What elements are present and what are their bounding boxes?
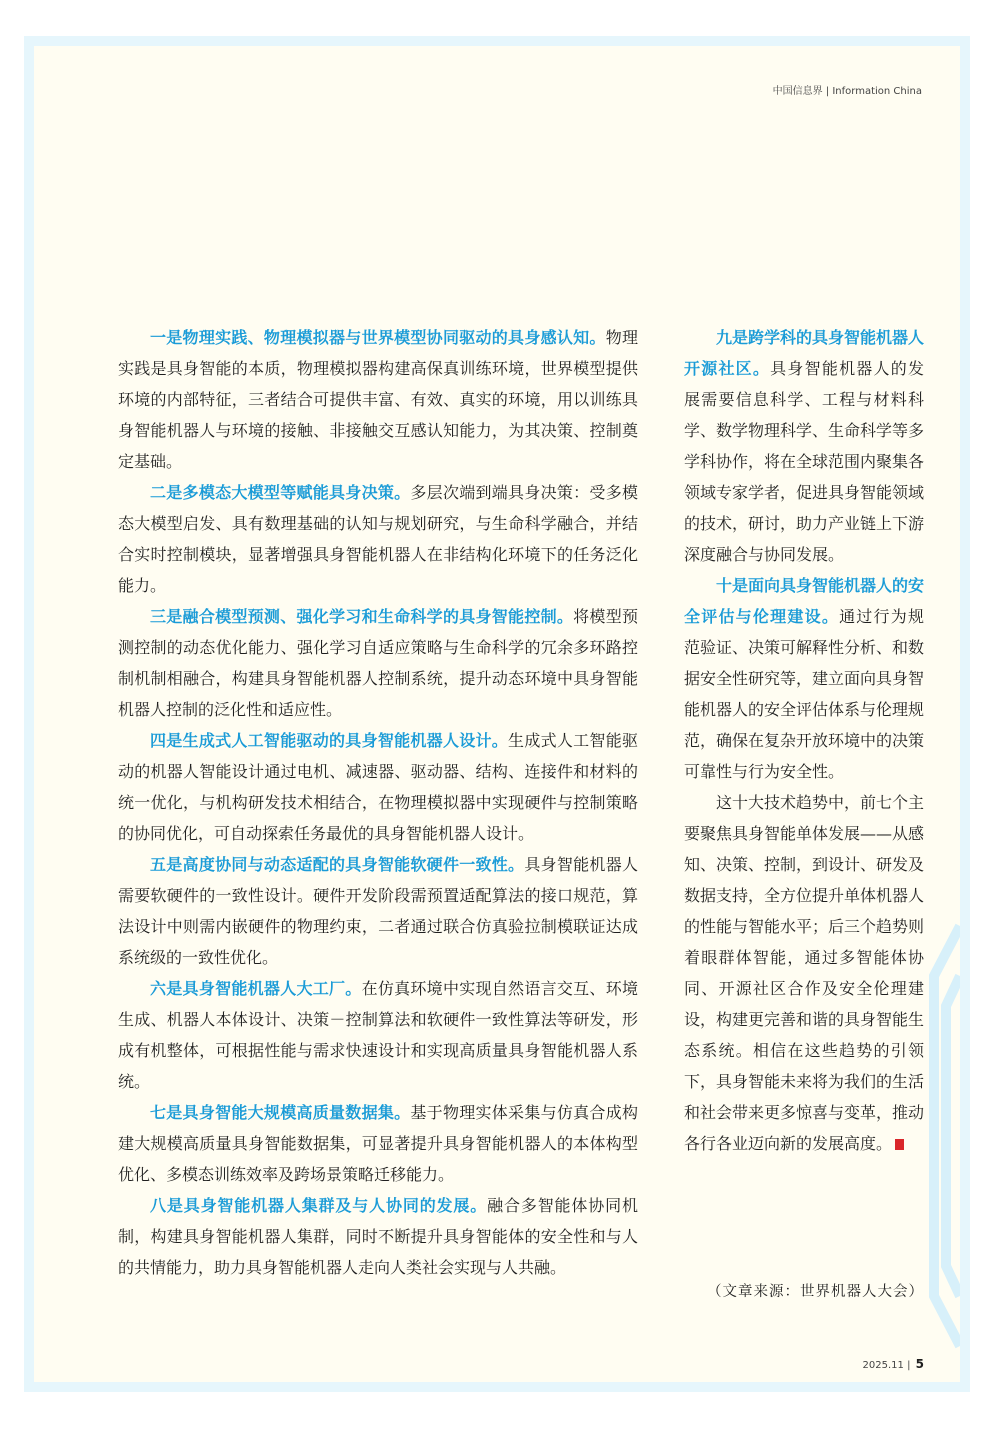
article-source: （文章来源：世界机器人大会）	[707, 1284, 924, 1300]
trend-body: 融合多智能体协同机制，构建具身智能机器人集群，同时不断提升具身智能体的安全性和与人的共情能力，助力具身智能机器人走向人类社会实现与人共融。	[118, 1196, 638, 1277]
trend-paragraph	[684, 322, 924, 570]
conclusion-body: 这十大技术趋势中，前七个主要聚焦具身智能单体发展——从感知、决策、控制，到设计、研发及数据支持，全方位提升单体机器人的性能与智能水平；后三个趋势则着眼群体智能，通过多智能体协同、开源社区合作及安全伦理建设，构建更完善和谐的具身智能生态系统。相信在这些趋势的引领下，具身智能未来将为我们的生活和社会带来更多惊喜与变革，推动各行各业迈向新的发展高度。	[684, 793, 925, 1153]
trend-heading: 十是面向具身智能机器人的安全评估与伦理建设。	[684, 576, 925, 626]
trend-paragraph	[118, 849, 638, 973]
trend-paragraph	[118, 725, 638, 849]
trend-body: 通过行为规范验证、决策可解释性分析、和数据安全性研究等，建立面向具身智能机器人的安全评估体系与伦理规范，确保在复杂开放环境中的决策可靠性与行为安全性。	[684, 607, 925, 781]
trend-body: 将模型预测控制的动态优化能力、强化学习自适应策略与生命科学的冗余多环路控制机制相融合，构建具身智能机器人控制系统，提升动态环境中具身智能机器人控制的泛化性和适应性。	[118, 607, 638, 719]
trend-heading: 七是具身智能大规模高质量数据集。	[150, 1103, 411, 1122]
trend-body: 多层次端到端具身决策：受多模态大模型启发、具有数理基础的认知与规划研究，与生命科学融合，并结合实时控制模块，显著增强具身智能机器人在非结构化环境下的任务泛化能力。	[118, 483, 638, 595]
trend-heading: 五是高度协同与动态适配的具身智能软硬件一致性。	[150, 855, 525, 874]
running-header	[773, 82, 922, 97]
publication-name-en: Information China	[832, 86, 922, 97]
trend-heading: 二是多模态大模型等赋能具身决策。	[150, 483, 411, 502]
trend-body: 生成式人工智能驱动的机器人智能设计通过电机、减速器、驱动器、结构、连接件和材料的统一优化，与机构研发技术相结合，在物理模拟器中实现硬件与控制策略的协同优化，可自动探索任务最优的具身智能机器人设计。	[118, 731, 638, 843]
header-separator: |	[825, 86, 830, 97]
trend-paragraph	[118, 1190, 638, 1283]
article-end-icon	[895, 1139, 904, 1150]
conclusion-paragraph	[684, 787, 924, 1159]
trend-heading: 四是生成式人工智能驱动的具身智能机器人设计。	[150, 731, 509, 750]
trend-paragraph	[118, 601, 638, 725]
left-column	[118, 322, 638, 1283]
trend-paragraph	[118, 973, 638, 1097]
trend-body: 具身智能机器人需要软硬件的一致性设计。硬件开发阶段需预置适配算法的接口规范，算法设计中则需内嵌硬件的物理约束，二者通过联合仿真验拉制模联证达成系统级的一致性优化。	[118, 855, 638, 967]
page-number: 5	[915, 1357, 924, 1371]
trend-paragraph	[118, 322, 638, 477]
trend-heading: 九是跨学科的具身智能机器人开源社区。	[684, 328, 925, 378]
right-column	[684, 322, 924, 1159]
trend-body: 具身智能机器人的发展需要信息科学、工程与材料科学、数学物理科学、生命科学等多学科协作，将在全球范围内聚集各领域专家学者，促进具身智能领域的技术，研讨，助力产业链上下游深度融合与协同发展。	[684, 359, 925, 564]
trend-heading: 八是具身智能机器人集群及与人协同的发展。	[150, 1196, 488, 1215]
trend-body: 在仿真环境中实现自然语言交互、环境生成、机器人本体设计、决策－控制算法和软硬件一致性算法等研发，形成有机整体，可根据性能与需求快速设计和实现高质量具身智能机器人系统。	[118, 979, 638, 1091]
trend-heading: 三是融合模型预测、强化学习和生命科学的具身智能控制。	[150, 607, 574, 626]
trend-heading: 六是具身智能机器人大工厂。	[150, 979, 362, 998]
trend-paragraph	[684, 570, 924, 787]
issue-date: 2025.11	[862, 1360, 904, 1371]
trend-paragraph	[118, 1097, 638, 1190]
trend-heading: 一是物理实践、物理模拟器与世界模型协同驱动的具身感认知。	[150, 328, 606, 347]
trend-body: 基于物理实体采集与仿真合成构建大规模高质量具身智能数据集，可显著提升具身智能机器人的本体构型优化、多模态训练效率及跨场景策略迁移能力。	[118, 1103, 638, 1184]
trend-body: 物理实践是具身智能的本质，物理模拟器构建高保真训练环境，世界模型提供环境的内部特征，三者结合可提供丰富、有效、真实的环境，用以训练具身智能机器人与环境的接触、非接触交互感认知能力，为其决策、控制奠定基础。	[118, 328, 638, 471]
trend-paragraph	[118, 477, 638, 601]
page-sheet	[34, 46, 960, 1382]
footer-separator: |	[907, 1360, 911, 1371]
page-footer	[863, 1357, 924, 1371]
publication-name: 中国信息界	[772, 86, 823, 97]
